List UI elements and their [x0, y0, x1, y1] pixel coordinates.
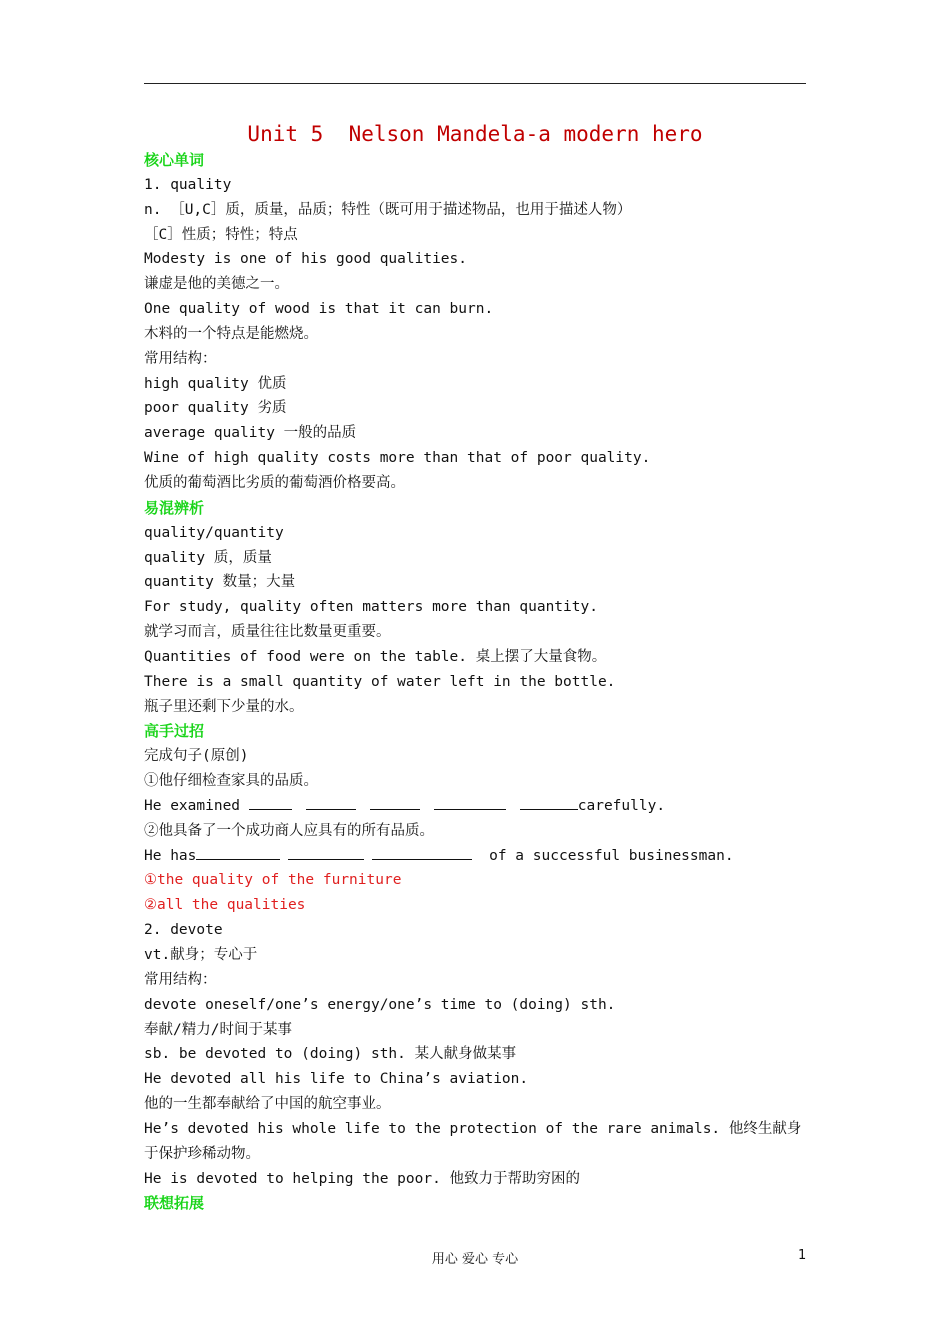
page-number: 1	[798, 1248, 807, 1263]
header-rule	[144, 83, 806, 84]
section-heading-association: 联想拓展	[144, 1194, 205, 1213]
answer-line: ②all the qualities	[144, 897, 306, 914]
answer-blank	[520, 794, 578, 810]
text-line: devote oneself/one’s energy/one’s time to (doing) sth.	[144, 996, 616, 1013]
text-line: 完成句子(原创)	[144, 748, 249, 765]
text-line: 就学习而言，质量往往比数量更重要。	[144, 624, 391, 641]
text-line: 谦虚是他的美德之一。	[144, 276, 289, 293]
fill-in-sentence-1	[144, 794, 808, 819]
answer-blank	[196, 844, 280, 860]
text-line: Modesty is one of his good qualities.	[144, 251, 468, 268]
text-line: 瓶子里还剩下少量的水。	[144, 698, 304, 715]
text-line: ［C］性质；特性；特点	[144, 226, 298, 243]
text-line: poor quality 劣质	[144, 400, 287, 417]
text-line: 常用结构：	[144, 971, 217, 988]
answer-blank	[372, 844, 472, 860]
answer-blank	[434, 794, 506, 810]
answer-blank	[249, 794, 292, 810]
text-line: 常用结构：	[144, 350, 217, 367]
text-line: 优质的葡萄酒比劣质的葡萄酒价格要高。	[144, 474, 405, 491]
answer-blank	[306, 794, 356, 810]
sentence-end: of a successful businessman.	[480, 847, 734, 864]
page-footer: 用心 爱心 专心	[431, 1252, 519, 1267]
sentence-start: He examined	[144, 797, 249, 814]
text-line: 奉献/精力/时间于某事	[144, 1021, 292, 1038]
text-line: ②他具备了一个成功商人应具有的所有品质。	[144, 822, 434, 839]
text-line: quantity 数量；大量	[144, 574, 296, 591]
text-line: Wine of high quality costs more than that of poor quality.	[144, 450, 651, 467]
sentence-end: carefully.	[577, 797, 666, 814]
answer-blank	[370, 794, 420, 810]
section-heading-confusable: 易混辨析	[144, 498, 205, 517]
text-line: average quality 一般的品质	[144, 425, 357, 442]
section-heading-core-words: 核心单词	[144, 151, 205, 169]
text-line: n. ［U,C］质，质量，品质；特性（既可用于描述物品，也用于描述人物）	[144, 201, 632, 218]
section-heading-practice: 高手过招	[144, 722, 205, 741]
text-line: 他的一生都奉献给了中国的航空事业。	[144, 1096, 391, 1113]
page-title: Unit 5 Nelson Mandela-a modern hero	[247, 122, 703, 146]
fill-in-sentence-2	[144, 844, 808, 869]
document-body	[144, 148, 808, 1216]
text-line: One quality of wood is that it can burn.	[144, 301, 494, 318]
answer-blank	[288, 844, 364, 860]
text-line: For study, quality often matters more than quantity.	[144, 599, 598, 616]
text-line: There is a small quantity of water left in the bottle.	[144, 673, 616, 690]
text-line: ①他仔细检查家具的品质。	[144, 773, 318, 790]
text-line: quality/quantity	[144, 524, 284, 541]
text-line: 于保护珍稀动物。	[144, 1145, 260, 1162]
text-line: high quality 优质	[144, 375, 287, 392]
text-line: He’s devoted his whole life to the protection of the rare animals. 他终生献身	[144, 1120, 802, 1137]
text-line: He is devoted to helping the poor. 他致力于帮助穷困的	[144, 1170, 581, 1187]
sentence-start: He has	[144, 847, 197, 864]
text-line: He devoted all his life to China’s aviation.	[144, 1071, 529, 1088]
answer-line: ①the quality of the furniture	[144, 872, 402, 889]
text-line: sb. be devoted to (doing) sth. 某人献身做某事	[144, 1046, 517, 1063]
text-line: 2. devote	[144, 922, 223, 939]
text-line: 1. quality	[144, 176, 232, 193]
text-line: Quantities of food were on the table. 桌上摆了大量食物。	[144, 648, 607, 665]
text-line: 木料的一个特点是能燃烧。	[144, 325, 318, 342]
text-line: vt.献身；专心于	[144, 947, 258, 963]
text-line: quality 质，质量	[144, 549, 272, 566]
